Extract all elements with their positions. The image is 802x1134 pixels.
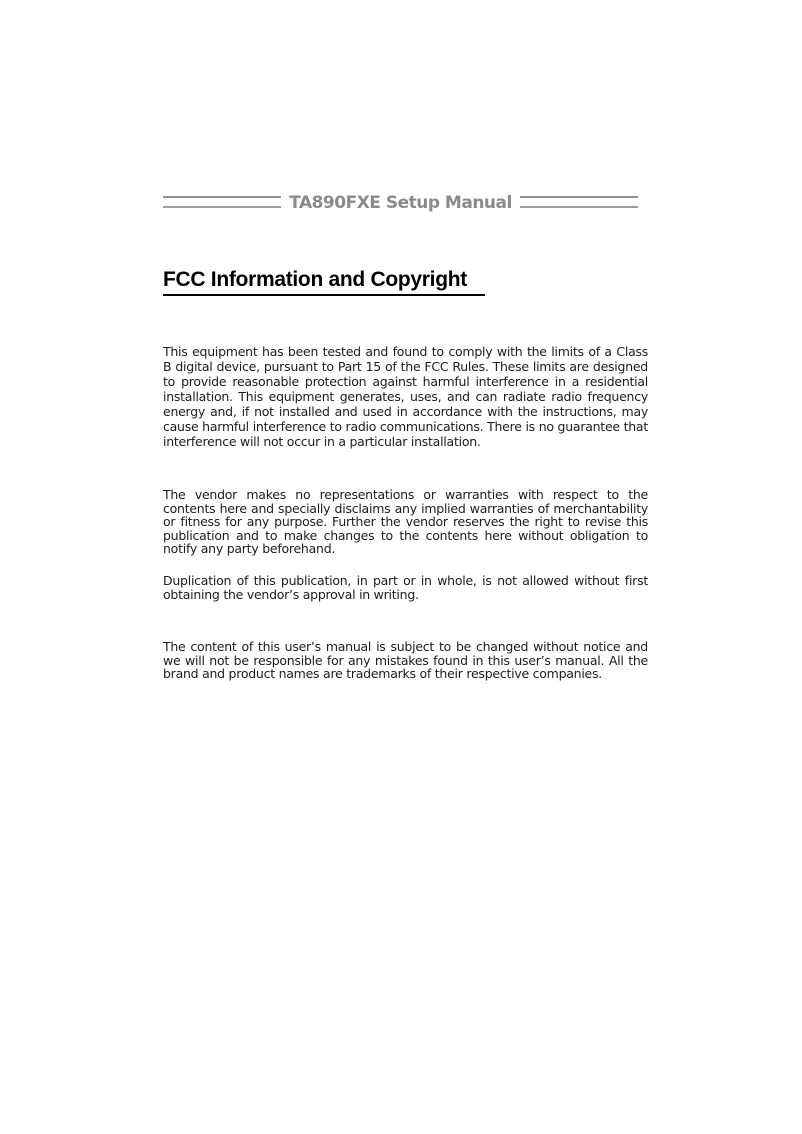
paragraph-fcc-compliance: This equipment has been tested and found to comply with the limits of a Class B digital device, pursuant to Part 15 of the FCC Rules. These limits are designed to provide reasonable protection against harmful interference in a residential installation. This equipment generates, uses, and can radiate radio frequency energy and, if not installed and used in accordance with the instructions, may cause harmful interference to radio communications. There is no guarantee that interference will not occur in a particular installation. xyxy=(163,344,648,449)
section-title: FCC Information and Copyright xyxy=(163,268,485,296)
paragraph-content-change-notice: The content of this user’s manual is subject to be changed without notice and we will not be responsible for any mistakes found in this user’s manual. All the brand and product names are trademarks of their respective companies. xyxy=(163,639,648,681)
header-rule-left xyxy=(163,196,281,208)
page-header xyxy=(163,191,638,215)
paragraph-vendor-warranty-disclaimer: The vendor makes no representations or warranties with respect to the contents here and specially disclaims any implied warranties of merchantability or fitness for any purpose. Further the vendor reserves the right to revise this publication and to make changes to the contents here without obligation to notify any party beforehand. xyxy=(163,487,648,556)
header-rule-right xyxy=(520,196,638,208)
paragraph-duplication-notice: Duplication of this publication, in part or in whole, is not allowed without first obtaining the vendor’s approval in writing. xyxy=(163,573,648,602)
header-title: TA890FXE Setup Manual xyxy=(289,193,512,213)
